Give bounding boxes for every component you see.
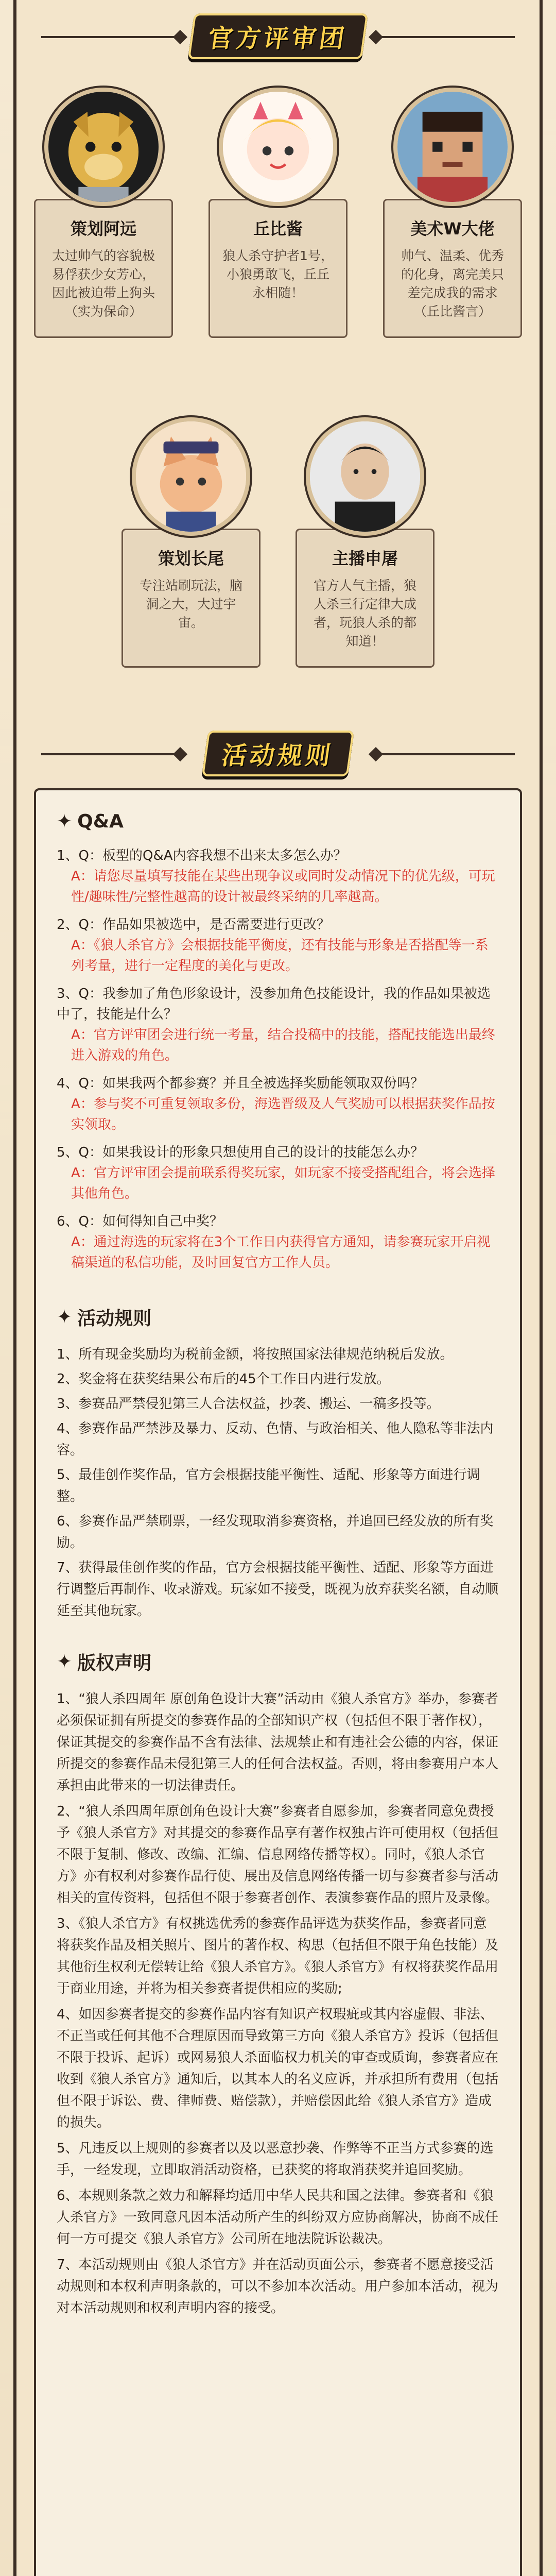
qa-item (57, 845, 499, 907)
rule-item: 6、参赛作品严禁刷票，一经发现取消参赛资格，并追回已经发放的所有奖励。 (57, 1514, 494, 1551)
banner-line-right (381, 753, 515, 755)
avatar-meishu (393, 88, 512, 206)
rule-item: 1、所有现金奖励均为税前金额，将按照国家法律规范纳税后发放。 (57, 1347, 454, 1362)
qa-question: 3、Q：我参加了角色形象设计，没参加角色技能设计，我的作品如果被选中了，技能是什么？ (57, 986, 491, 1022)
rule-item: 3、参赛品严禁侵犯第三人合法权益，抄袭、搬运、一稿多投等。 (57, 1396, 440, 1412)
rule-item: 4、参赛作品严禁涉及暴力、反动、色情、与政治相关、他人隐私等非法内容。 (57, 1421, 494, 1458)
qa-question: 1、Q：板型的Q&A内容我想不出来太多怎么办？ (57, 848, 347, 863)
judge-info-changwei (121, 529, 260, 668)
qa-heading (57, 811, 499, 832)
banner-line-left (41, 36, 175, 38)
judge-card-shentu (292, 417, 438, 685)
judge-name: 美术W大佬 (410, 219, 495, 239)
avatar-ayuan (44, 88, 163, 206)
judge-name: 主播申屠 (332, 549, 398, 568)
activity-rules-heading (57, 1304, 499, 1330)
qa-question: 6、Q：如何得知自己中奖？ (57, 1214, 223, 1229)
judge-info-ayuan (34, 199, 173, 338)
dog-helmet-icon (48, 90, 159, 204)
qa-item (57, 1073, 499, 1135)
copyright-title: 版权声明 (77, 1653, 152, 1674)
sparkle-icon: ✦ (57, 811, 73, 832)
judge-info-qiubi (208, 199, 348, 338)
copyright-item: 3、《狼人杀官方》有权挑选优秀的参赛作品评选为获奖作品，参赛者同意将获奖作品及相关照片、图片的著作权、构思（包括但不限于角色技能）及其他衍生权利无偿转让给《狼人杀官方》。《狼人杀官方》有权将获奖作品用于商业用途，并将为相关参赛者提供相应的奖励; (57, 1916, 499, 1996)
qa-question: 4、Q：如果我两个都参赛？并且全被选择奖励能领取双份吗？ (57, 1076, 424, 1091)
cat-captain-icon (136, 420, 246, 533)
qa-question: 2、Q：作品如果被选中，是否需要进行更改？ (57, 917, 331, 933)
qa-item (57, 984, 499, 1066)
copyright-item: 6、本规则条款之效力和解释均适用中华人民共和国之法律。参赛者和《狼人杀官方》一致同意凡因本活动所产生的纠纷双方应协商解决，协商不成任何一方可提交《狼人杀官方》公司所在地法院诉讼裁决。 (57, 2188, 499, 2247)
copyright-item: 4、如因参赛者提交的参赛作品内容有知识产权瑕疵或其内容虚假、非法、不正当或任何其他不合理原因而导致第三方向《狼人杀官方》投诉（包括但不限于投诉、起诉）或网易狼人杀面临权力机关的审查或质询，参赛者应在收到《狼人杀官方》通知后，以其本人的名义应诉，并承担所有费用（包括但不限于诉讼、费、律师费、赔偿款），并赔偿因此给《狼人杀官方》造成的损失。 (57, 2007, 499, 2130)
judge-name: 丘比酱 (253, 219, 303, 239)
avatar-changwei (132, 417, 250, 536)
banner-line-right (381, 36, 515, 38)
qa-answer: A：通过海选的玩家将在3个工作日内获得官方通知，请参赛玩家开启视稿渠道的私信功能，及时回复官方工作人员。 (71, 1234, 491, 1270)
rules-banner (41, 730, 515, 777)
banner-diamond-left (173, 747, 187, 761)
avatar-qiubi (219, 88, 337, 206)
banner-diamond-left (173, 30, 187, 44)
judge-card-meishu (380, 88, 525, 355)
judge-card-qiubi (205, 88, 351, 355)
qa-answer: A：官方评审团会提前联系得奖玩家，如玩家不接受搭配组合，将会选择其他角色。 (71, 1165, 495, 1201)
copyright-item: 7、本活动规则由《狼人杀官方》并在活动页面公示，参赛者不愿意接受活动规则和本权利声明条款的，可以不参加本次活动。用户参加本活动，视为对本活动规则和权利声明内容的接受。 (57, 2257, 499, 2316)
rules-title: 活动规则 (202, 731, 355, 776)
judge-info-meishu (383, 199, 522, 338)
judge-desc: 狼人杀守护者1号，小狼勇敢飞，丘丘永相随！ (222, 248, 334, 300)
judges-banner (41, 12, 515, 60)
judge-card-ayuan (31, 88, 176, 355)
rule-item: 7、获得最佳创作奖的作品，官方会根据技能平衡性、适配、形象等方面进行调整后再制作、收录游戏。玩家如不接受，既视为放弃获奖名额，自动顺延至其他玩家。 (57, 1560, 499, 1619)
qa-item (57, 914, 499, 976)
judge-info-shentu (296, 529, 435, 668)
qa-title: Q&A (77, 811, 124, 832)
qa-question: 5、Q：如果我设计的形象只想使用自己的设计的技能怎么办？ (57, 1145, 424, 1160)
judge-card-changwei (118, 417, 264, 685)
copyright-item: 2、“狼人杀四周年原创角色设计大赛”参赛者自愿参加，参赛者同意免费授予《狼人杀官方》对其提交的参赛作品享有著作权独占许可使用权（包括但不限于复制、修改、改编、汇编、信息网络传播等权）。同时，《狼人杀官方》亦有权利对参赛作品行使、展出及信息网络传播一切与参赛者参与活动相关的宣传资料，包括但不限于参赛者创作、表演参赛作品的照片及录像。 (57, 1804, 499, 1906)
copyright-item: 5、凡违反以上规则的参赛者以及以恶意抄袭、作弊等不正当方式参赛的选手，一经发现，立即取消活动资格，已获奖的将取消获奖并追回奖励。 (57, 2141, 494, 2178)
judge-desc: 帅气、温柔、优秀的化身，离完美只差完成我的需求（丘比酱言） (401, 248, 504, 319)
copyright-heading (57, 1649, 499, 1675)
banner-line-left (41, 753, 175, 755)
rule-item: 2、奖金将在获奖结果公布后的45个工作日内进行发放。 (57, 1371, 390, 1387)
sparkle-icon: ✦ (57, 1307, 73, 1328)
judge-desc: 官方人气主播，狼人杀三行定律大成者，玩狼人杀的都知道！ (313, 578, 416, 649)
copyright-item: 1、“狼人杀四周年 原创角色设计大赛”活动由《狼人杀官方》举办，参赛者必须保证拥有所提交的参赛作品的全部知识产权（包括但不限于著作权），保证其提交的参赛作品不含有法律、法规禁止和有违社会公德的内容，保证所提交的参赛作品未侵犯第三人的任何合法权益。否则，将由参赛用户本人承担由此带来的一切法律责任。 (57, 1691, 499, 1793)
judge-name: 策划阿远 (70, 219, 136, 239)
judge-desc: 专注站刷玩法，脑洞之大，大过宇宙。 (139, 578, 242, 630)
pixel-man-icon (397, 90, 508, 204)
qa-answer: A：《狼人杀官方》会根据技能平衡度，还有技能与形象是否搭配等一系列考量，进行一定程度的美化与更改。 (71, 938, 489, 974)
cartoon-girl-icon (223, 90, 333, 204)
qa-answer: A：官方评审团会进行统一考量，结合投稿中的技能，搭配技能选出最终进入游戏的角色。 (71, 1027, 495, 1063)
qa-item (57, 1142, 499, 1204)
qa-answer: A：请您尽量填写技能在某些出现争议或同时发动情况下的优先级，可玩性/趣味性/完整性越高的设计被最终采纳的几率越高。 (71, 869, 495, 905)
avatar-shentu (306, 417, 424, 536)
judges-title: 官方评审团 (188, 13, 369, 59)
qa-answer: A：参与奖不可重复领取多份，海选晋级及人气奖励可以根据获奖作品按实领取。 (71, 1096, 495, 1132)
qa-item (57, 1211, 499, 1273)
rules-panel (34, 788, 522, 2576)
judges-grid (31, 88, 525, 737)
judge-name: 策划长尾 (158, 549, 224, 568)
streamer-photo-icon (310, 420, 420, 533)
sparkle-icon: ✦ (57, 1651, 73, 1672)
judge-desc: 太过帅气的容貌极易俘获少女芳心，因此被迫带上狗头（实为保命） (51, 248, 155, 319)
rule-item: 5、最佳创作奖作品，官方会根据技能平衡性、适配、形象等方面进行调整。 (57, 1467, 480, 1504)
activity-rules-title: 活动规则 (77, 1308, 152, 1329)
